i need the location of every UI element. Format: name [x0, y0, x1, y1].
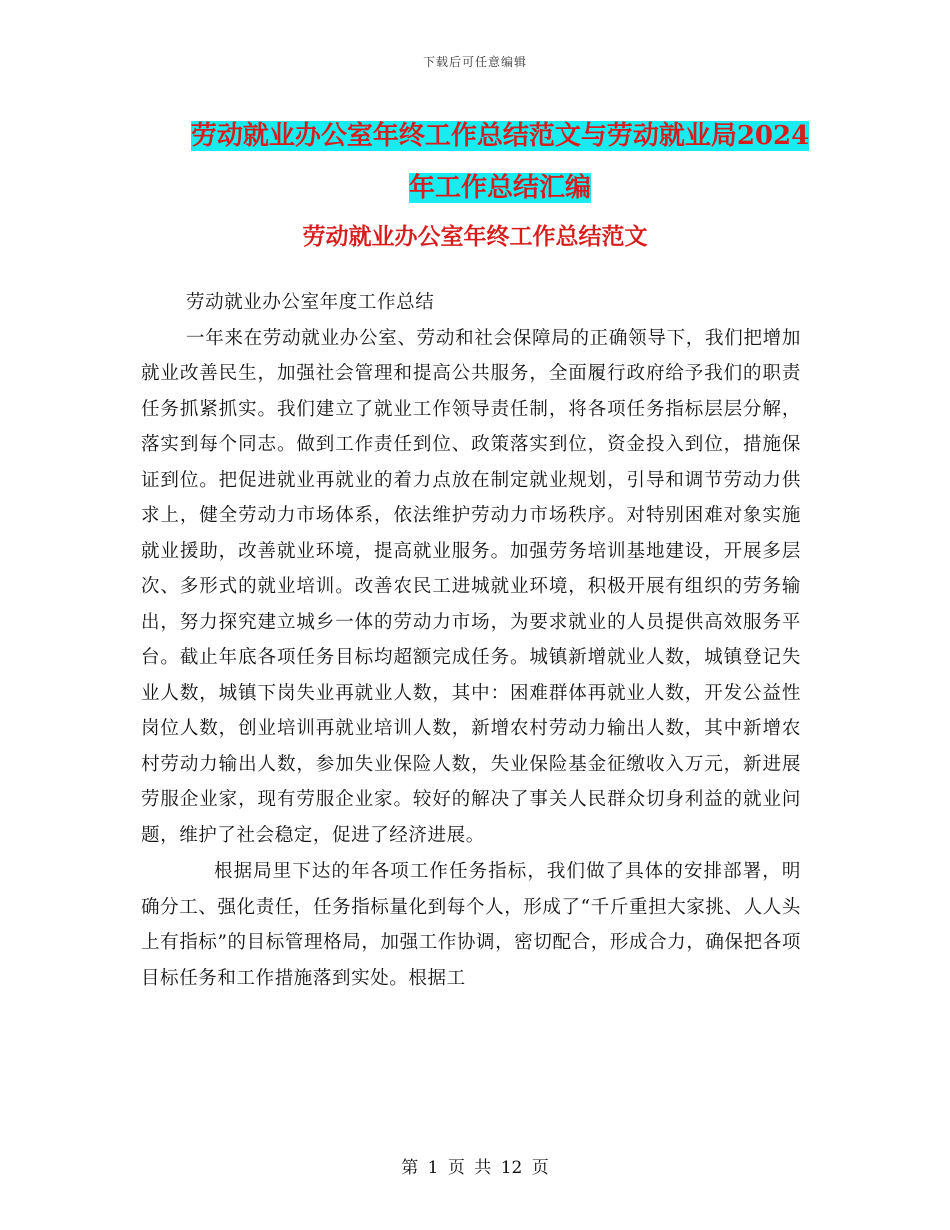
document-body — [141, 285, 801, 996]
document-title-line2: 年工作总结汇编 — [408, 173, 591, 203]
paragraph-2: 根据局里下达的年各项工作任务指标，我们做了具体的安排部署，明确分工、强化责任，任务指标量化到每个人，形成了“千斤重担大家挑、人人头上有指标”的目标管理格局，加强工作协调，密切配合，形成合力，确保把各项目标任务和工作措施落到实处。根据工 — [141, 861, 801, 989]
page-header-note: 下载后可任意编辑 — [422, 55, 527, 69]
document-title-line1: 劳动就业办公室年终工作总结范文与劳动就业局2024 — [190, 121, 810, 151]
section-title: 劳动就业办公室年终工作总结范文 — [302, 223, 648, 250]
subheading: 劳动就业办公室年度工作总结 — [186, 292, 435, 313]
document-title — [140, 110, 860, 214]
paragraph-1: 一年来在劳动就业办公室、劳动和社会保障局的正确领导下，我们把增加就业改善民生，加强社会管理和提高公共服务，全面履行政府给予我们的职责任务抓紧抓实。我们建立了就业工作领导责任制，将各项任务指标层层分解，落实到每个同志。做到工作责任到位、政策落实到位，资金投入到位，措施保证到位。把促进就业再就业的着力点放在制定就业规划，引导和调节劳动力供求上，健全劳动力市场体系，依法维护劳动力市场秩序。对特别困难对象实施就业援助，改善就业环境，提高就业服务。加强劳务培训基地建设，开展多层次、多形式的就业培训。改善农民工进城就业环境，积极开展有组织的劳务输出，努力探究建立城乡一体的劳动力市场，为要求就业的人员提供高效服务平台。截止年底各项任务目标均超额完成任务。城镇新增就业人数，城镇登记失业人数，城镇下岗失业再就业人数，其中：困难群体再就业人数，开发公益性岗位人数，创业培训再就业培训人数，新增农村劳动力输出人数，其中新增农村劳动力输出人数，参加失业保险人数，失业保险基金征缴收入万元，新进展劳服企业家，现有劳服企业家。较好的解决了事关人民群众切身利益的就业问题，维护了社会稳定，促进了经济进展。 — [141, 327, 801, 846]
page-number: 第 1 页 共 12 页 — [401, 1158, 549, 1178]
